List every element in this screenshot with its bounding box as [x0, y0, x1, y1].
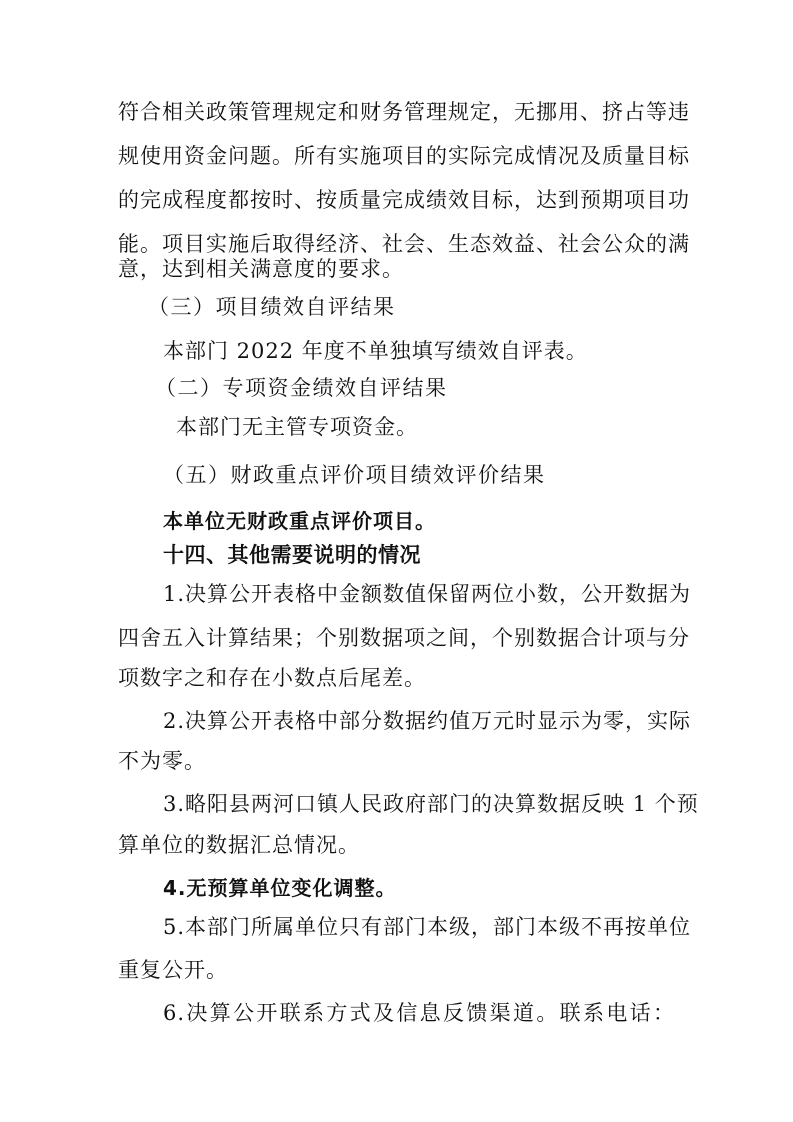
list-item-line: 4.无预算单位变化调整。 [163, 876, 397, 900]
paragraph-line: 能。项目实施后取得经济、社会、生态效益、社会公众的满 [118, 232, 690, 256]
list-item-line: 算单位的数据汇总情况。 [118, 833, 360, 857]
list-item-line: 2.决算公开表格中部分数据约值万元时显示为零，实际 [163, 709, 692, 733]
paragraph-line: 的完成程度都按时、按质量完成绩效目标，达到预期项目功 [118, 188, 690, 212]
section-heading: （五）财政重点评价项目绩效评价结果 [163, 463, 546, 487]
section-text: 本部门无主管专项资金。 [176, 415, 418, 439]
section-heading: （二）专项资金绩效自评结果 [155, 376, 448, 400]
paragraph-line: 规使用资金问题。所有实施项目的实际完成情况及质量目标 [118, 144, 690, 168]
list-item-line: 项数字之和存在小数点后尾差。 [118, 666, 426, 690]
list-item-line: 1.决算公开表格中金额数值保留两位小数，公开数据为 [163, 582, 692, 606]
list-item-line: 四舍五入计算结果；个别数据项之间，个别数据合计项与分 [118, 626, 690, 650]
paragraph-line: 符合相关政策管理规定和财务管理规定，无挪用、挤占等违 [118, 100, 690, 124]
list-item-line: 6.决算公开联系方式及信息反馈渠道。联系电话： [163, 1001, 675, 1025]
chapter-heading: 十四、其他需要说明的情况 [163, 543, 421, 567]
list-item-line: 3.略阳县两河口镇人民政府部门的决算数据反映 1 个预 [163, 792, 699, 816]
list-item-line: 不为零。 [118, 749, 206, 773]
section-heading: （三）项目绩效自评结果 [148, 295, 396, 319]
section-text: 本部门 2022 年度不单独填写绩效自评表。 [163, 339, 588, 363]
list-item-line: 5.本部门所属单位只有部门本级，部门本级不再按单位 [163, 915, 692, 939]
section-text: 本单位无财政重点评价项目。 [163, 509, 436, 533]
paragraph-line: 意，达到相关满意度的要求。 [118, 257, 404, 281]
list-item-line: 重复公开。 [118, 958, 228, 982]
